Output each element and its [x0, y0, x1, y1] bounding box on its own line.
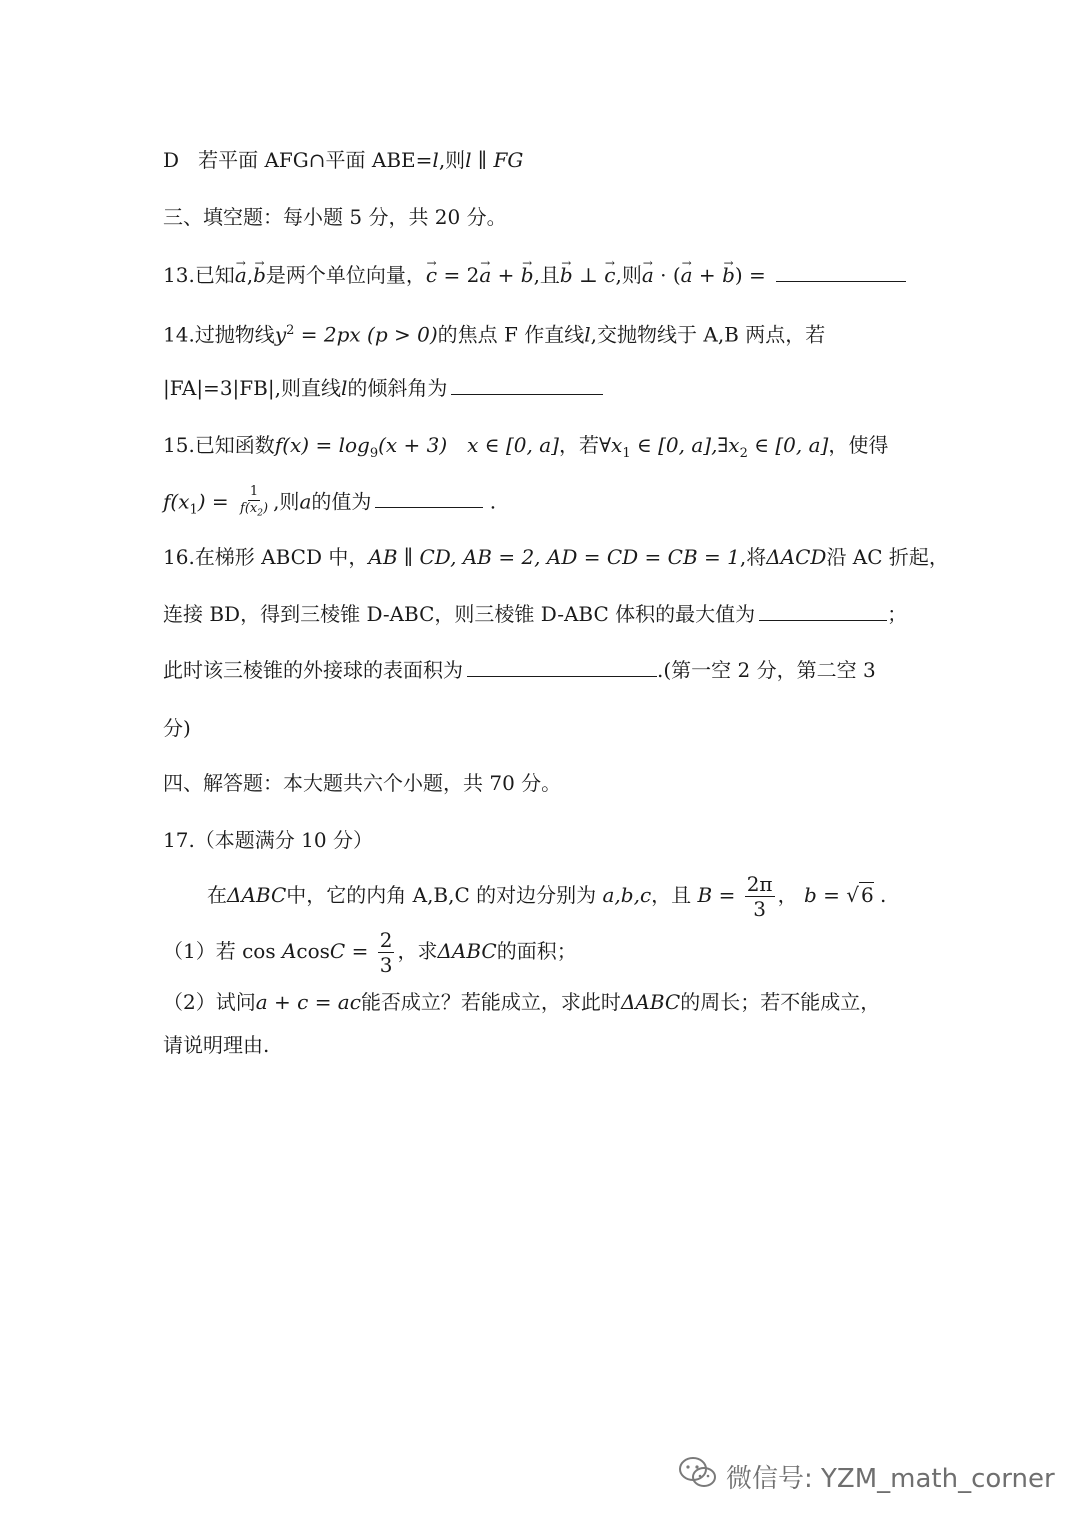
fraction-numerator: 1 [249, 484, 259, 499]
question-text: ,且 [533, 263, 560, 287]
math-expr: ) = [197, 489, 236, 514]
vector-c: → c [426, 263, 437, 287]
vector-b: → b [560, 263, 573, 287]
watermark [678, 1456, 1055, 1497]
question-text: |FA|=3|FB|,则直线 [163, 376, 341, 400]
fraction-numerator: 2 [379, 928, 393, 952]
question-text: 的倾斜角为 [347, 376, 448, 400]
question-17-part2-cont: 请说明理由. [163, 1033, 270, 1057]
question-text: ,将 [739, 545, 767, 569]
question-14-cont [163, 373, 603, 403]
vector-a: → a [681, 263, 693, 287]
fraction [378, 928, 395, 977]
question-text: ，求 [397, 939, 438, 963]
math-symbol: ∥ [471, 148, 494, 172]
question-17-part2 [163, 987, 880, 1017]
math-expr: f(x) = log [274, 433, 370, 457]
fraction [238, 484, 270, 522]
question-text: 在梯形 ABCD 中， [194, 545, 369, 569]
question-text: 的值为 [311, 489, 372, 514]
question-text: 是两个单位向量， [265, 263, 426, 287]
math-sub: 1 [189, 502, 198, 518]
question-text: （2）试问 [163, 990, 256, 1014]
math-symbol: = 2 [437, 263, 480, 287]
vector-a: → a [235, 263, 247, 287]
vector-b: → b [521, 263, 534, 287]
question-16-cont [163, 599, 907, 629]
option-text: ,则 [438, 148, 466, 172]
math-var: FG [493, 148, 524, 172]
math-expr: a + c = ac [255, 990, 361, 1014]
question-text: 的面积； [496, 939, 577, 963]
question-text: ,则 [615, 263, 642, 287]
math-expr: ΔABC [620, 990, 681, 1014]
math-expr: (x + 3) x ∈ [0, a] [378, 433, 559, 457]
question-text: 的周长；若不能成立， [680, 990, 881, 1014]
question-number: 15. [163, 433, 195, 457]
question-text: 的焦点 F 作直线 [437, 322, 585, 347]
question-16 [163, 542, 949, 572]
question-text: 过抛物线 [194, 322, 275, 347]
math-symbol: ⊥ [572, 263, 605, 287]
question-text: ，若∀ [558, 433, 612, 457]
question-text: 沿 AC 折起， [826, 545, 949, 569]
math-sub: 2 [739, 446, 748, 461]
math-var: A [281, 939, 297, 963]
question-15-cont [163, 484, 496, 525]
option-text: 若平面 AFG∩平面 ABE= [198, 148, 433, 172]
math-symbol: + [491, 263, 521, 287]
question-text: ， [777, 883, 798, 907]
math-var: B [697, 883, 713, 907]
math-var: x [611, 433, 623, 457]
math-expr: ΔACD [766, 545, 827, 569]
math-sub: 9 [369, 446, 379, 461]
question-text: ,则 [273, 489, 300, 514]
math-expr: ∈ [0, a] [747, 433, 829, 457]
question-text: ，使得 [828, 433, 889, 457]
vector-a: → a [642, 263, 654, 287]
math-var: l [340, 376, 348, 400]
question-text: 此时该三棱锥的外接球的表面积为 [163, 658, 463, 682]
vector-c: → c [604, 263, 615, 287]
question-17-title: 17.（本题满分 10 分） [163, 828, 373, 852]
question-17-part1 [163, 928, 577, 977]
math-var: l [584, 322, 591, 347]
question-16-cont: 分) [163, 716, 191, 740]
fraction [745, 872, 775, 921]
question-15 [163, 430, 888, 469]
question-number: 13. [163, 263, 195, 287]
question-text: 已知函数 [194, 433, 275, 457]
question-text: 能否成立？若能成立，求此时 [360, 990, 621, 1014]
answer-blank[interactable] [759, 600, 887, 621]
question-text: 连接 BD，得到三棱锥 D-ABC，则三棱锥 D-ABC 体积的最大值为 [163, 602, 756, 626]
vector-b: → b [722, 263, 735, 287]
question-16-cont [163, 655, 876, 685]
math-var: l [432, 148, 439, 172]
math-sub: 1 [622, 446, 631, 461]
math-symbol: = [345, 939, 375, 963]
math-expr: ∈ [0, a],∃ [630, 433, 729, 457]
question-text: ，且 [651, 883, 698, 907]
answer-blank[interactable] [776, 261, 906, 282]
section-heading-solve: 四、解答题：本大题共六个小题，共 70 分。 [163, 771, 562, 795]
math-expr: ΔABC [227, 883, 287, 907]
math-radicand: 6 [860, 883, 874, 907]
math-expr: ) [263, 501, 269, 516]
math-expr: ΔABC [437, 939, 497, 963]
math-symbol: ) = [734, 263, 773, 287]
math-func: cos [296, 939, 330, 963]
question-14 [163, 316, 825, 350]
question-13 [163, 260, 906, 290]
question-17-stem [207, 872, 886, 921]
question-number: 14. [163, 322, 195, 347]
section-heading-fill: 三、填空题：每小题 5 分，共 20 分。 [163, 205, 507, 229]
punct: . [483, 489, 497, 514]
math-sup: 2 [286, 323, 295, 338]
vector-a: → a [479, 263, 491, 287]
vector-b: → b [253, 263, 266, 287]
watermark-text: 微信号: YZM_math_corner [726, 1464, 1055, 1494]
math-sub: 2 [257, 508, 263, 519]
punct: . [873, 883, 887, 907]
question-text: .(第一空 2 分，第二空 3 [657, 658, 876, 682]
answer-blank[interactable] [467, 656, 657, 677]
answer-blank[interactable] [375, 487, 483, 508]
question-text: （1）若 cos [163, 939, 282, 963]
math-symbol: = √ [816, 883, 859, 907]
question-text: 已知 [194, 263, 235, 287]
math-expr: f(x [163, 489, 190, 514]
question-number: 16. [163, 545, 195, 569]
fraction-denominator: 3 [753, 897, 766, 921]
fraction-denominator [238, 501, 270, 522]
question-text: ； [887, 602, 908, 626]
math-var: l [465, 148, 472, 172]
wechat-icon [678, 1456, 726, 1497]
math-expr: a,b,c [602, 883, 652, 907]
math-var: y [274, 322, 287, 347]
math-expr: AB ∥ CD, AB = 2, AD = CD = CB = 1 [368, 545, 740, 569]
math-symbol: = [712, 883, 742, 907]
option-d [163, 145, 523, 175]
punct: , [246, 263, 254, 287]
math-var: x [728, 433, 740, 457]
question-text: 在 [207, 883, 227, 907]
fraction-numerator: 2π [746, 872, 773, 896]
math-expr: = 2px (p > 0) [294, 322, 438, 347]
option-label: D [163, 148, 180, 172]
math-var: a [299, 489, 312, 514]
math-var: b [803, 883, 817, 907]
math-symbol: · ( [653, 263, 681, 287]
question-text: ,交抛物线于 A,B 两点，若 [590, 322, 826, 347]
fraction-denominator: 3 [379, 953, 393, 977]
math-var: C [329, 939, 346, 963]
math-expr: f(x [240, 501, 258, 516]
answer-blank[interactable] [451, 374, 603, 395]
question-text: 中，它的内角 A,B,C 的对边分别为 [286, 883, 603, 907]
math-symbol: + [692, 263, 723, 287]
